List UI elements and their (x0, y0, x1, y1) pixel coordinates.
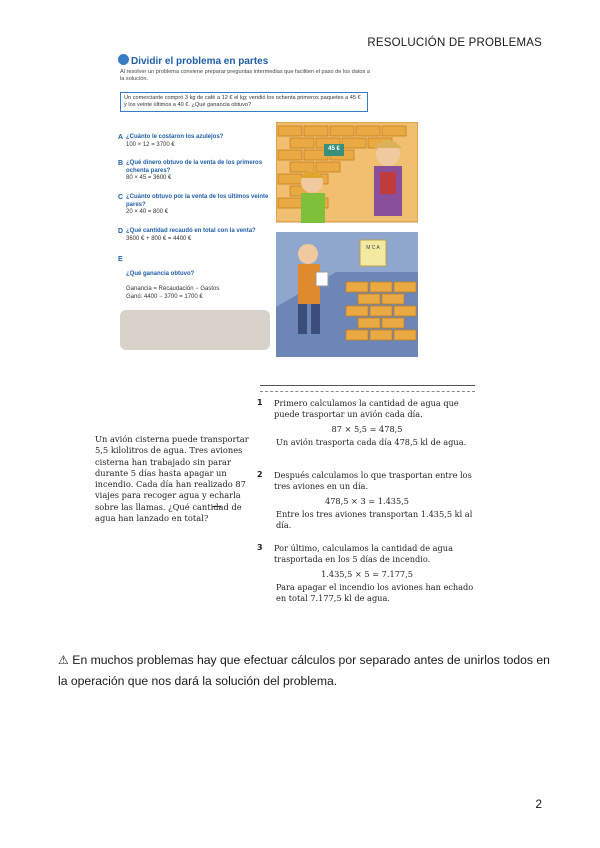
question-answer: 100 × 12 = 3700 € (126, 141, 175, 148)
question-answer: Ganancia = Recaudación − Gastos Ganó: 4400 − 3700 = 1700 € (126, 286, 220, 300)
step-text: Primero calculamos la cantidad de agua que puede trasportar un avión cada día. (274, 398, 459, 419)
step-calculation: 1.435,5 × 5 = 7.177,5 (321, 568, 413, 579)
price-tag: 45 € (328, 146, 340, 152)
question-e (118, 256, 281, 309)
section-title-text: Dividir el problema en partes (131, 56, 269, 67)
question-answer: 20 × 40 = 800 € (126, 209, 169, 215)
question-letter: B (118, 160, 124, 167)
step-number: 3 (257, 543, 263, 552)
warning-note: ⚠ En muchos problemas hay que efectuar cálculos por separado antes de unirlos todos en la operación que nos dará la solución del problema. (58, 653, 550, 688)
step-text: Por último, calculamos la cantidad de agua trasportada en los 5 días de incendio. (274, 543, 453, 564)
shop-illustration (276, 122, 418, 357)
step-number: 2 (257, 470, 263, 479)
step-number: 1 (257, 398, 263, 407)
wall-sign: M C A (366, 245, 380, 251)
question-a (118, 134, 281, 149)
floor-rug (120, 310, 270, 350)
step-calculation: 478,5 × 3 = 1.435,5 (324, 495, 410, 506)
question-text: ¿Qué dinero obtuvo de la venta de los primeros ochenta pares? (126, 160, 263, 174)
blank-line (212, 506, 221, 507)
question-letter: C (118, 194, 124, 201)
question-text: ¿Qué ganancia obtuvo? (126, 271, 195, 277)
step-3 (258, 543, 476, 604)
step-result: Para apagar el incendio los aviones han echado en total 7.177,5 kl de agua. (276, 582, 474, 604)
step-2 (258, 470, 476, 531)
page-number: 2 (535, 797, 542, 811)
textbook-scan-dividir (118, 52, 418, 357)
problem-statement-box: Un comerciante compró 3 kg de café a 12 € el kg; vendió los ochenta primeros paquetes a 45 € y los veinte últimos a 40 €. ¿Qué ganancia obtuvo? (120, 92, 368, 112)
question-text: ¿Cuánto obtuvo por la venta de los últimos veinte pares? (126, 194, 269, 208)
question-d (118, 228, 281, 243)
question-letter: D (118, 228, 124, 235)
solution-steps (258, 385, 478, 610)
question-answer: 3600 € + 800 € = 4400 € (126, 235, 192, 242)
section-intro: Al resolver un problema conviene preparar preguntas intermedias que faciliten el paso de los datos a la solución. (120, 69, 371, 82)
section-title (118, 54, 268, 67)
scan-top-edge (260, 385, 475, 392)
question-letter: E (118, 256, 123, 263)
question-c (118, 194, 281, 217)
step-result: Un avión trasporta cada día 478,5 kl de agua. (276, 437, 467, 448)
step-calculation: 87 × 5,5 = 478,5 (331, 423, 403, 434)
question-b (118, 160, 281, 183)
section-bullet-icon (118, 54, 129, 65)
illustration-svg (276, 122, 418, 357)
problem-avion-cisterna: Un avión cisterna puede transportar 5,5 kilolitros de agua. Tres aviones cisterna han trabajado sin parar durante 5 días hasta apagar un incendio. Cada día han realizado 87 viajes para recoger agua y echarla sobre las llamas. ¿Qué cantidad de agua han lanzado en total? (95, 434, 249, 524)
question-text: ¿Qué cantidad recaudó en total con la venta? (126, 228, 256, 234)
page-header: RESOLUCIÓN DE PROBLEMAS (367, 37, 542, 49)
step-text: Después calculamos lo que trasportan entre los tres aviones en un día. (274, 470, 472, 491)
step-1 (258, 398, 476, 448)
question-text: ¿Cuánto le costaron los azulejos? (126, 134, 224, 140)
question-answer: 80 × 45 = 3600 € (126, 175, 172, 181)
step-result: Entre los tres aviones transportan 1.435,5 kl al día. (276, 509, 473, 531)
question-letter: A (118, 134, 124, 141)
